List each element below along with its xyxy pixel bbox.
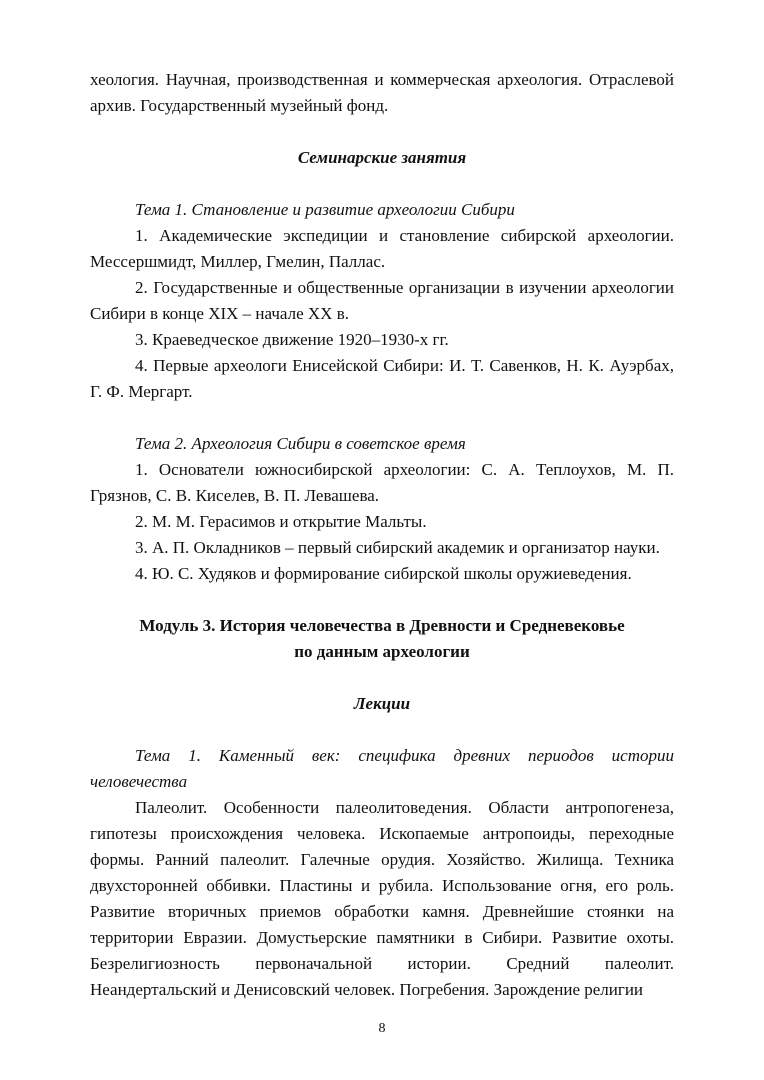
topic2-title: Тема 2. Археология Сибири в советское время <box>135 434 466 453</box>
topic2-item: 4. Ю. С. Худяков и формирование сибирской школы оружиеведения. <box>135 564 632 583</box>
topic1-title: Тема 1. Становление и развитие археологии Сибири <box>135 200 515 219</box>
topic2-item: 3. А. П. Окладников – первый сибирский академик и организатор науки. <box>135 538 660 557</box>
intro-paragraph: хеология. Научная, производственная и коммерческая археология. Отраслевой архив. Государственный музейный фонд. <box>90 70 674 115</box>
topic2-item: 2. М. М. Герасимов и открытие Мальты. <box>135 512 427 531</box>
topic1-item: 1. Академические экспедиции и становление сибирской археологии. Мессершмидт, Миллер, Гмелин, Паллас. <box>90 226 674 271</box>
module-heading-line1: Модуль 3. История человечества в Древности и Средневековье <box>139 616 625 635</box>
lecture-topic1-text: Палеолит. Особенности палеолитоведения. Области антропогенеза, гипотезы происхождения человека. Ископаемые антропоиды, переходные формы. Ранний палеолит. Галечные орудия. Хозяйство. Жилища. Техника двухсторонней оббивки. Пластины и рубила. Использование огня, его роль. Развитие вторичных приемов обработки камня. Древнейшие стоянки на территории Евразии. Домустьерские памятники в Сибири. Развитие охоты. Безрелигиозность первоначальной истории. Средний палеолит. Неандертальский и Денисовский человек. Погребения. Зарождение религии <box>90 798 674 999</box>
topic1-item: 2. Государственные и общественные организации в изучении археологии Сибири в конце XIX – начале XX в. <box>90 278 674 323</box>
topic1-item: 3. Краеведческое движение 1920–1930-х гг. <box>135 330 449 349</box>
module-heading-line2: по данным археологии <box>294 642 470 661</box>
topic1-item: 4. Первые археологи Енисейской Сибири: И. Т. Савенков, Н. К. Ауэрбах, Г. Ф. Мергарт. <box>90 356 674 401</box>
lecture-topic1-title: Тема 1. Каменный век: специфика древних периодов истории человечества <box>90 746 674 791</box>
seminar-heading: Семинарские занятия <box>297 148 467 167</box>
topic2-item: 1. Основатели южносибирской археологии: С. А. Теплоухов, М. П. Грязнов, С. В. Киселев, В. П. Левашева. <box>90 460 674 505</box>
page-number: 8 <box>378 1021 386 1036</box>
lectures-heading: Лекции <box>353 694 411 713</box>
